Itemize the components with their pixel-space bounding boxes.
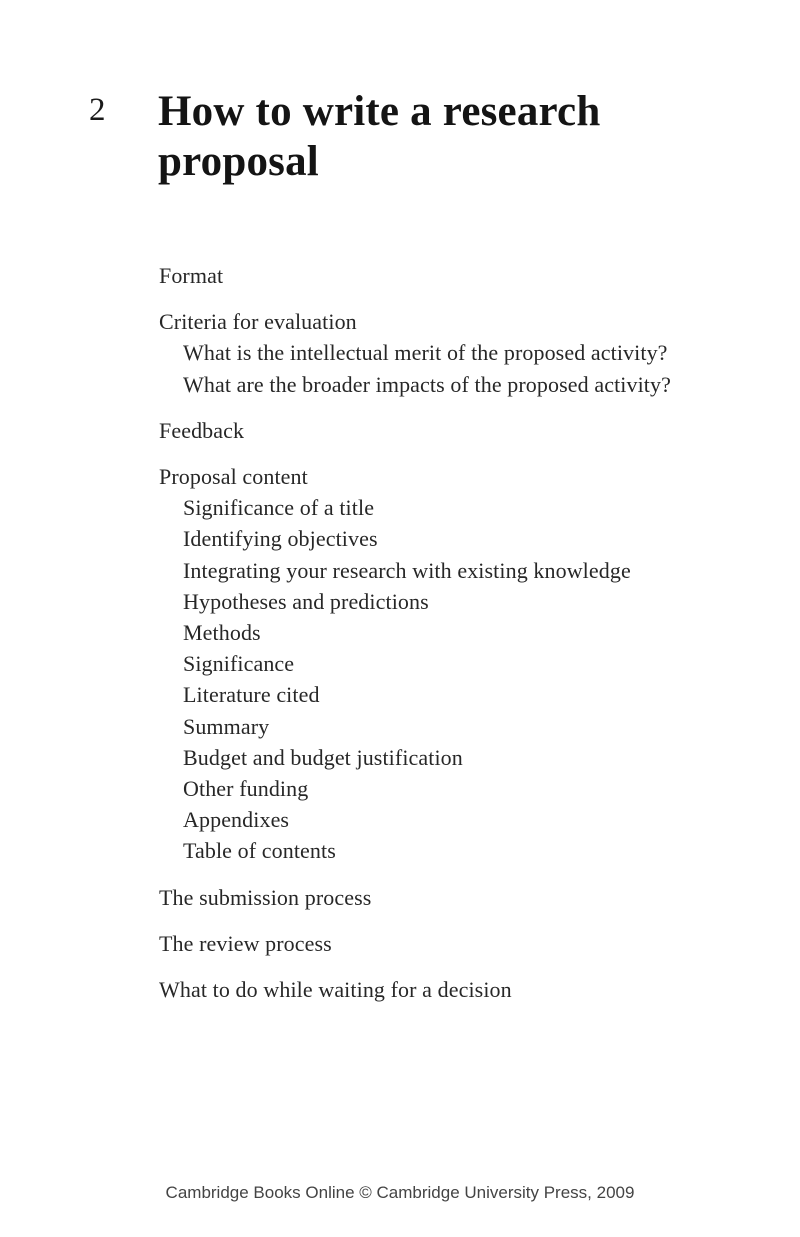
chapter-title: How to write a research proposal <box>158 88 601 185</box>
outline-item: Appendixes <box>183 807 290 833</box>
outline-section-feedback <box>0 415 800 446</box>
outline-section-criteria <box>0 306 800 400</box>
outline-item: Other funding <box>183 776 309 802</box>
outline-section-label: Criteria for evaluation <box>159 309 357 335</box>
outline-section-review <box>0 928 800 959</box>
chapter-number: 2 <box>89 92 106 128</box>
outline-section-label: What to do while waiting for a decision <box>159 977 512 1003</box>
outline-item: Hypotheses and predictions <box>183 588 429 614</box>
outline-item: Significance of a title <box>183 495 375 521</box>
outline-section-label: Proposal content <box>159 464 308 490</box>
outline-item: Literature cited <box>183 682 320 708</box>
outline-section-waiting <box>0 974 800 1005</box>
outline-item: Integrating your research with existing knowledge <box>183 557 631 583</box>
outline-item: Summary <box>183 713 270 739</box>
outline-item: What is the intellectual merit of the proposed activity? <box>183 340 668 366</box>
copyright-footer: Cambridge Books Online © Cambridge University Press, 2009 <box>165 1183 635 1202</box>
outline-section-label: The submission process <box>159 884 372 910</box>
outline-section-submission <box>0 882 800 913</box>
outline-section-label: Feedback <box>159 417 245 443</box>
outline-item: Identifying objectives <box>183 526 378 552</box>
outline-item: Methods <box>183 620 261 646</box>
outline-section-proposal-content <box>0 461 800 867</box>
outline-item: What are the broader impacts of the proposed activity? <box>183 371 671 397</box>
outline-section-format <box>0 260 800 291</box>
outline-section-label: The review process <box>159 930 332 956</box>
chapter-outline <box>0 260 800 1005</box>
outline-section-label: Format <box>159 263 224 288</box>
outline-item: Budget and budget justification <box>183 744 463 770</box>
outline-item: Significance <box>183 651 295 677</box>
outline-item: Table of contents <box>183 838 336 864</box>
